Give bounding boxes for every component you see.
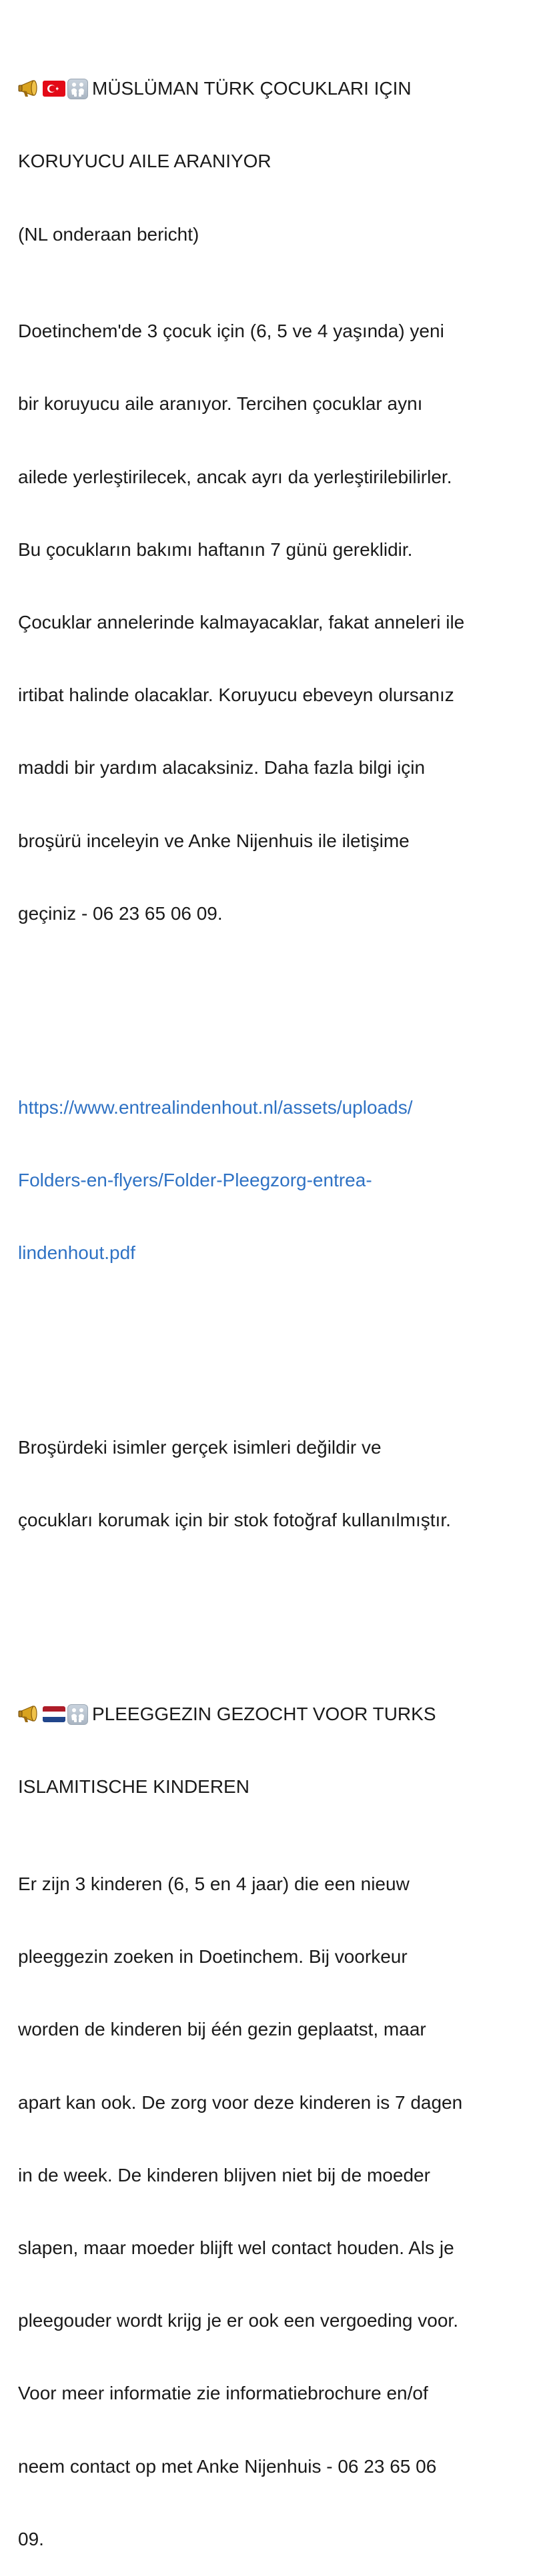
nl-body-line: neem contact op met Anke Nijenhuis - 06 23 65 06	[18, 2455, 437, 2477]
brochure-link[interactable]: https://www.entrealindenhout.nl/assets/uploads/	[18, 1097, 413, 1118]
turkey-flag-icon	[43, 81, 65, 97]
megaphone-icon	[18, 1705, 41, 1724]
tr-body-line: Bu çocukların bakımı haftanın 7 günü gereklidir.	[18, 539, 413, 560]
brochure-link[interactable]: lindenhout.pdf	[18, 1242, 135, 1264]
tr-body-line: maddi bir yardım alacaksiniz. Daha fazla bilgi için	[18, 757, 426, 778]
nl-body-line: 09.	[18, 2528, 44, 2549]
brochure-link[interactable]: Folders-en-flyers/Folder-Pleegzorg-entrea-	[18, 1170, 372, 1191]
nl-title-line-2: ISLAMITISCHE KINDEREN	[18, 1776, 249, 1798]
tr-body-line: geçiniz - 06 23 65 06 09.	[18, 902, 223, 924]
nl-body-line: worden de kinderen bij één gezin geplaatst, maar	[18, 2019, 426, 2040]
nl-body-line: pleegouder wordt krijg je er ook een vergoeding voor.	[18, 2310, 458, 2331]
family-icon	[67, 1704, 88, 1725]
nl-title-text: PLEEGGEZIN GEZOCHT VOOR TURKS	[92, 1704, 436, 1725]
disclaimer-line: çocukları korumak için bir stok fotoğraf kullanılmıştır.	[18, 1509, 451, 1530]
nl-body-line: in de week. De kinderen blijven niet bij de moeder	[18, 2164, 430, 2185]
tr-note: (NL onderaan bericht)	[18, 223, 199, 245]
disclaimer-line: Broşürdeki isimler gerçek isimleri değildir ve	[18, 1436, 382, 1458]
tr-body-line: Çocuklar annelerinde kalmayacaklar, fakat anneleri ile	[18, 612, 465, 633]
spacer	[18, 1606, 545, 1630]
tr-body-line: bir koruyucu aile aranıyor. Tercihen çocuklar aynı	[18, 393, 423, 415]
nl-body-line: Voor meer informatie zie informatiebrochure en/of	[18, 2383, 428, 2404]
nl-body-line: Er zijn 3 kinderen (6, 5 en 4 jaar) die een nieuw	[18, 1873, 410, 1894]
nl-body-line: slapen, maar moeder blijft wel contact houden. Als je	[18, 2237, 454, 2258]
tr-body-line: irtibat halinde olacaklar. Koruyucu ebeveyn olursanız	[18, 684, 454, 706]
nl-title-line	[18, 1702, 545, 1726]
nl-body-line: pleeggezin zoeken in Doetinchem. Bij voorkeur	[18, 1946, 408, 1967]
tr-emoji-group	[18, 76, 90, 100]
megaphone-icon	[18, 79, 41, 98]
message-body	[18, 4, 545, 2576]
tr-body-line: ailede yerleştirilecek, ancak ayrı da yerleştirilebilirler.	[18, 466, 452, 487]
nl-emoji-group	[18, 1702, 90, 1726]
tr-title-line-2: KORUYUCU AILE ARANIYOR	[18, 151, 271, 172]
nl-body-line: apart kan ook. De zorg voor deze kinderen is 7 dagen	[18, 2091, 463, 2113]
spacer	[18, 1338, 545, 1362]
netherlands-flag-icon	[43, 1706, 65, 1722]
tr-body-line: Doetinchem'de 3 çocuk için (6, 5 ve 4 yaşında) yeni	[18, 321, 444, 342]
tr-title-text: MÜSLÜMAN TÜRK ÇOCUKLARI IÇIN	[92, 78, 412, 99]
tr-body-line: broşürü inceleyin ve Anke Nijenhuis ile iletişime	[18, 830, 410, 851]
family-icon	[67, 79, 88, 99]
tr-title-line	[18, 77, 545, 101]
spacer	[18, 998, 545, 1022]
